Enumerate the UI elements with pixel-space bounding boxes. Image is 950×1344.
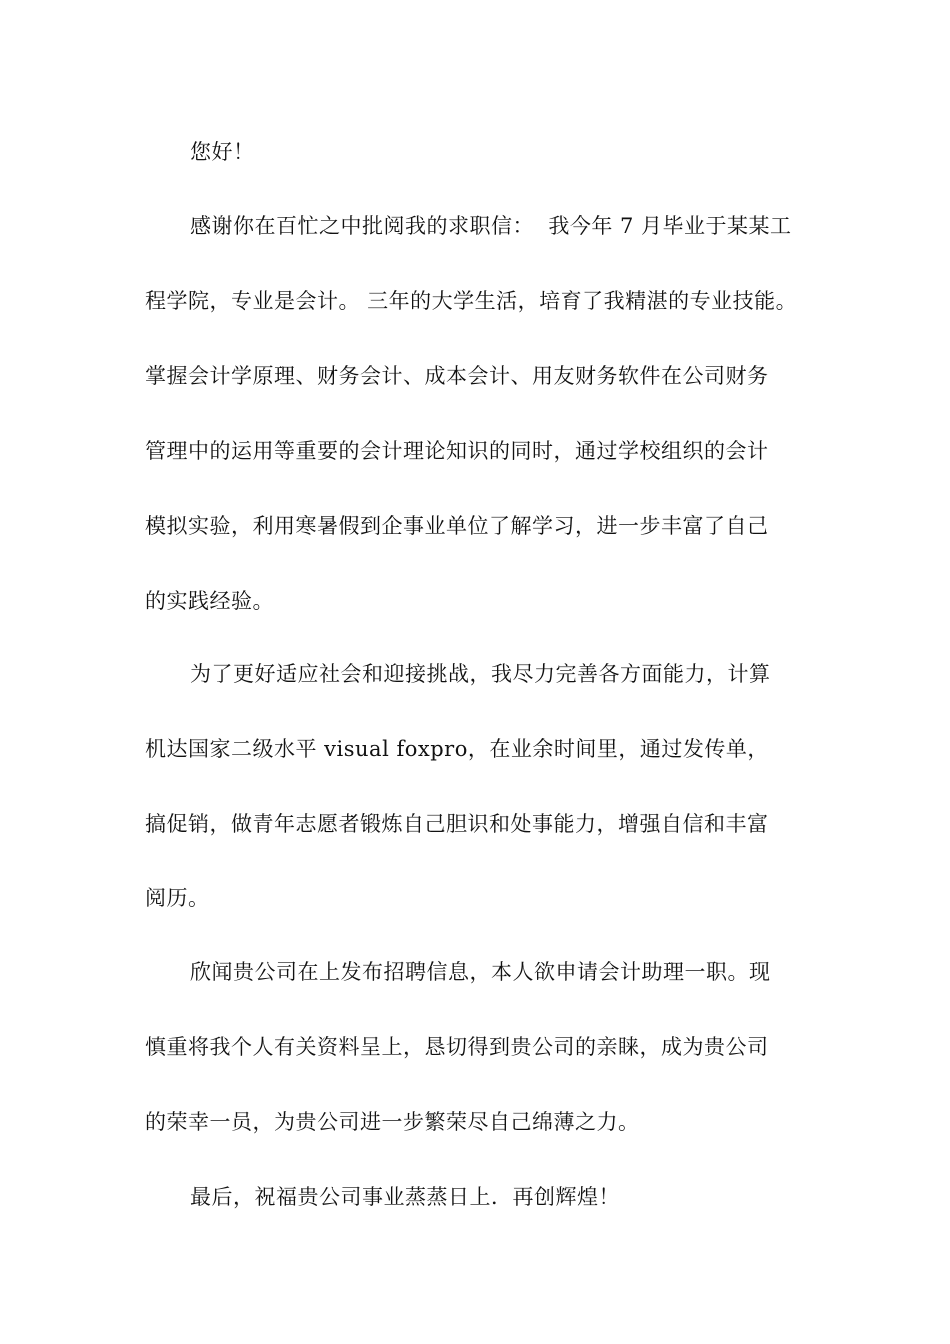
paragraph-2-line-4: 阅历。	[145, 886, 210, 910]
paragraph-1-line-1: 感谢你在百忙之中批阅我的求职信： 我今年 7 月毕业于某某工	[190, 214, 792, 238]
paragraph-1-line-6: 的实践经验。	[145, 589, 274, 613]
paragraph-2-line-1: 为了更好适应社会和迎接挑战，我尽力完善各方面能力，计算	[190, 662, 771, 686]
paragraph-2-line-2: 机达国家二级水平 visual foxpro，在业余时间里，通过发传单，	[145, 737, 769, 761]
paragraph-2-line-3: 搞促销，做青年志愿者锻炼自己胆识和处事能力，增强自信和丰富	[145, 812, 769, 836]
paragraph-1-line-2: 程学院，专业是会计。 三年的大学生活，培育了我精湛的专业技能。	[145, 289, 798, 313]
paragraph-1-line-3: 掌握会计学原理、财务会计、成本会计、用友财务软件在公司财务	[145, 364, 769, 388]
paragraph-1-line-5: 模拟实验，利用寒暑假到企事业单位了解学习，进一步丰富了自己	[145, 514, 769, 538]
paragraph-3-line-3: 的荣幸一员，为贵公司进一步繁荣尽自己绵薄之力。	[145, 1110, 640, 1134]
greeting: 您好！	[190, 140, 255, 164]
paragraph-3-line-2: 慎重将我个人有关资料呈上，恳切得到贵公司的亲睐，成为贵公司	[145, 1035, 769, 1059]
paragraph-3-line-1: 欣闻贵公司在上发布招聘信息，本人欲申请会计助理一职。现	[190, 960, 771, 984]
paragraph-1-line-4: 管理中的运用等重要的会计理论知识的同时，通过学校组织的会计	[145, 439, 769, 463]
closing-line: 最后，祝福贵公司事业蒸蒸日上．再创辉煌！	[190, 1185, 620, 1209]
